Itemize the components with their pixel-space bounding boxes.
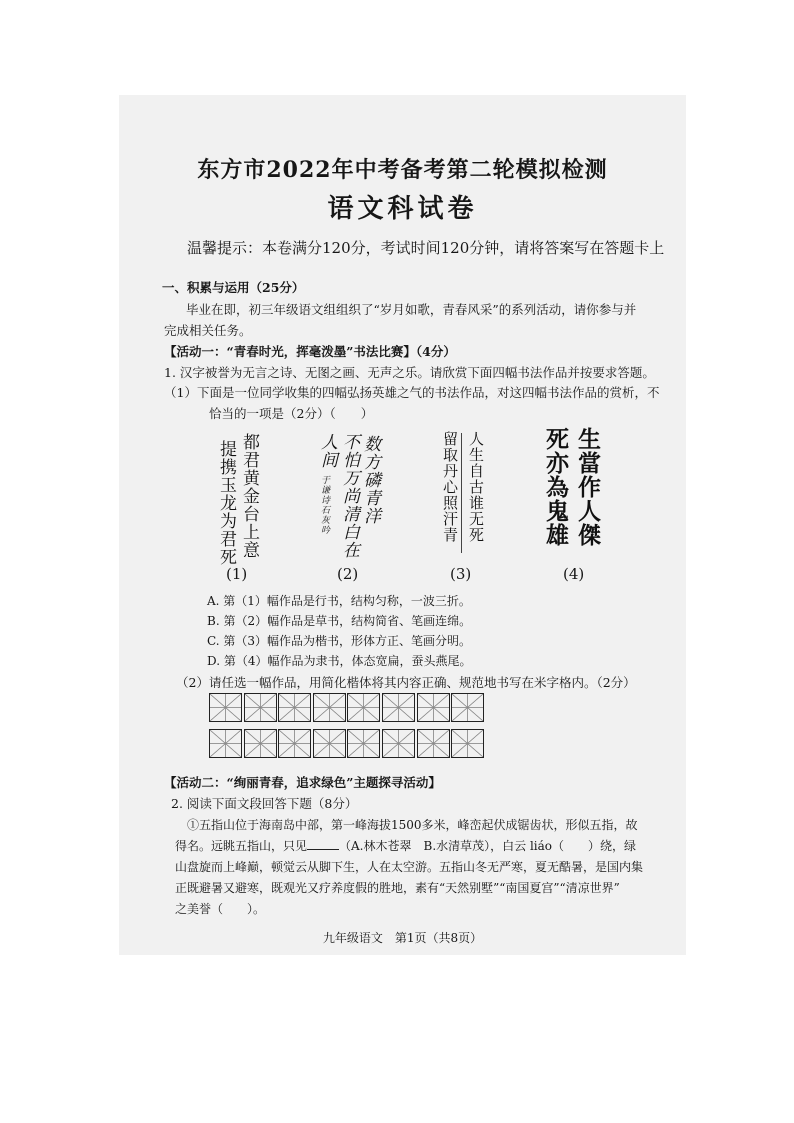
calligraphy-2-col2: 不怕万尚清白在 (339, 433, 359, 559)
mizi-cell[interactable] (451, 693, 484, 722)
calligraphy-4-col2: 死亦為鬼雄 (542, 427, 569, 547)
calligraphy-2-col3: 人间 (317, 433, 337, 469)
mizi-cell[interactable] (313, 729, 346, 758)
calligraphy-label-3: (3) (450, 565, 472, 583)
question1-stem: 1. 汉字被誉为无言之诗、无图之画、无声之乐。请欣赏下面四幅书法作品并按要求答题。 (164, 365, 655, 380)
exam-notice: 温馨提示：本卷满分120分，考试时间120分钟，请将答案写在答题卡上 (187, 239, 665, 257)
calligraphy-3-col1: 人生自古谁无死 (467, 431, 485, 543)
activity1-heading: 【活动一：“青春时光，挥毫泼墨”书法比赛】（4分） (164, 344, 456, 359)
calligraphy-2-inscription: 于谦诗石灰吟 (319, 475, 329, 535)
calligraphy-label-4: (4) (563, 565, 585, 583)
section1-heading: 一、积累与运用（25分） (162, 280, 305, 295)
mizi-cell[interactable] (347, 729, 380, 758)
calligraphy-3-divider (461, 433, 462, 553)
mizi-cell[interactable] (278, 693, 311, 722)
mizi-cell[interactable] (313, 693, 346, 722)
calligraphy-1-col2: 提携玉龙为君死 (216, 440, 236, 566)
mizi-cell[interactable] (347, 693, 380, 722)
page-footer: 九年级语文 第1页（共8页） (322, 931, 483, 945)
mizi-cell[interactable] (382, 729, 415, 758)
calligraphy-4-col1: 生當作人傑 (574, 427, 601, 547)
exam-title: 东方市2022年中考备考第二轮模拟检测 (197, 157, 608, 183)
mizi-cell[interactable] (451, 729, 484, 758)
option-d: D. 第（4）幅作品为隶书，体态宽扁，蚕头燕尾。 (207, 654, 472, 668)
mizi-cell[interactable] (417, 729, 450, 758)
mizi-cell[interactable] (417, 693, 450, 722)
section1-intro-line1: 毕业在即，初三年级语文组组织了“岁月如歌，青春风采”的系列活动，请你参与并 (186, 302, 637, 317)
passage-line5: 之美誉（ ）。 (175, 902, 266, 916)
mizi-cell[interactable] (244, 693, 277, 722)
question2-stem: 2. 阅读下面文段回答下题（8分） (171, 796, 358, 811)
calligraphy-3-col2: 留取丹心照汗青 (441, 431, 459, 543)
calligraphy-label-1: (1) (226, 565, 248, 583)
question1-sub1-line1: （1）下面是一位同学收集的四幅弘扬英雄之气的书法作品，对这四幅书法作品的赏析，不 (164, 385, 660, 400)
question1-sub2: （2）请任选一幅作品，用简化楷体将其内容正确、规范地书写在米字格内。（2分） (176, 675, 636, 690)
exam-subject-title: 语文科试卷 (327, 194, 478, 224)
mizi-cell[interactable] (209, 693, 242, 722)
calligraphy-label-2: (2) (337, 565, 359, 583)
writing-grid-row-2 (209, 729, 486, 758)
passage-line3: 山盘旋而上峰巅，顿觉云从脚下生，人在太空游。五指山冬无严寒，夏无酷暑，是国内集 (175, 860, 644, 874)
passage-line4: 正既避暑又避寒，既观光又疗养度假的胜地，素有“天然别墅”“南国夏宫”“清凉世界” (175, 881, 620, 895)
section1-intro-line2: 完成相关任务。 (164, 323, 252, 338)
mizi-cell[interactable] (278, 729, 311, 758)
question1-sub1-line2: 恰当的一项是（2分）（ ） (209, 406, 374, 421)
option-b: B. 第（2）幅作品是草书，结构简省、笔画连绵。 (207, 614, 472, 628)
calligraphy-2-col1: 数方磷青洋 (360, 435, 380, 525)
activity2-heading: 【活动二：“绚丽青春，追求绿色”主题探寻活动】 (164, 775, 441, 790)
passage-line2-end: （A.林木苍翠 B.水清草茂），白云 liáo（ ）绕，绿 (339, 839, 636, 853)
mizi-cell[interactable] (244, 729, 277, 758)
mizi-cell[interactable] (209, 729, 242, 758)
answer-blank[interactable] (307, 837, 339, 850)
passage-line1: ①五指山位于海南岛中部，第一峰海拔1500多米，峰峦起伏成锯齿状，形似五指，故 (187, 818, 638, 832)
calligraphy-1-col1: 都君黄金台上意 (239, 433, 259, 559)
exam-page (119, 95, 686, 955)
passage-line2 (175, 837, 636, 854)
passage-line2-start: 得名。远眺五指山，只见 (175, 839, 308, 853)
option-c: C. 第（3）幅作品为楷书，形体方正、笔画分明。 (207, 634, 472, 648)
option-a: A. 第（1）幅作品是行书，结构匀称，一波三折。 (207, 594, 471, 608)
mizi-cell[interactable] (382, 693, 415, 722)
writing-grid-row-1 (209, 693, 486, 722)
